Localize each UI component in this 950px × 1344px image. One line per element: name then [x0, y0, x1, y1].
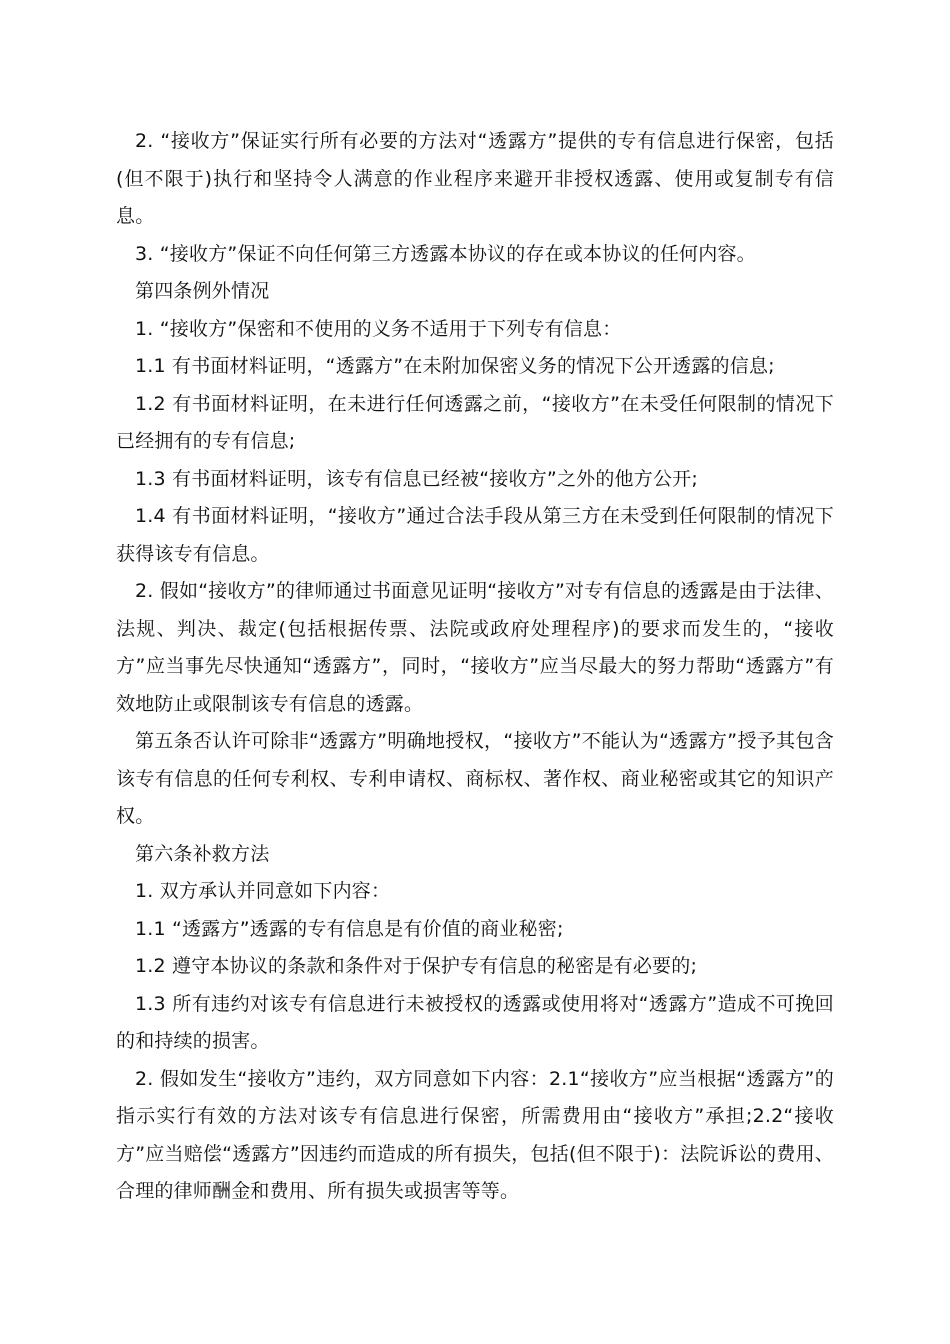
paragraph-6-1-1: 1.1 “透露方”透露的专有信息是有价值的商业秘密; [135, 917, 564, 940]
paragraph-6-1: 1. 双方承认并同意如下内容： [135, 880, 391, 902]
paragraph-4-1-1: 1.1 有书面材料证明，“透露方”在未附加保密义务的情况下公开透露的信息; [135, 355, 775, 377]
paragraph-4-1-2: 1.2 有书面材料证明，在未进行任何透露之前，“接收方”在未受任何限制的情况下已经拥有的专有信息; [116, 392, 834, 452]
paragraph-4-1-3: 1.3 有书面材料证明，该专有信息已经被“接收方”之外的他方公开; [135, 467, 698, 490]
paragraph-6-1-2: 1.2 遵守本协议的条款和条件对于保护专有信息的秘密是有必要的; [135, 955, 698, 977]
paragraph-6-2: 2. 假如发生“接收方”违约，双方同意如下内容：2.1“接收方”应当根据“透露方”的指示实行有效的方法对该专有信息进行保密，所需费用由“接收方”承担;2.2“接收方”应当赔偿“透露方”因违约而造成的所有损失，包括(但不限于)：法院诉讼的费用、合理的律师酬金和费用、所有损失或损害等等。 [116, 1067, 834, 1202]
document-body [116, 123, 834, 1211]
paragraph-3-non-disclosure-of-agreement: 3. “接收方”保证不向任何第三方透露本协议的存在或本协议的任何内容。 [135, 242, 756, 265]
article-5-paragraph: 第五条否认许可除非“透露方”明确地授权，“接收方”不能认为“透露方”授予其包含该专有信息的任何专利权、专利申请权、商标权、著作权、商业秘密或其它的知识产权。 [116, 730, 834, 827]
paragraph-6-1-3: 1.3 所有违约对该专有信息进行未被授权的透露或使用将对“透露方”造成不可挽回的和持续的损害。 [116, 992, 834, 1052]
article-6-heading: 第六条补救方法 [135, 842, 270, 865]
article-4-heading: 第四条例外情况 [135, 280, 270, 302]
paragraph-4-1-4: 1.4 有书面材料证明，“接收方”通过合法手段从第三方在未受到任何限制的情况下获得该专有信息。 [116, 505, 834, 565]
paragraph-4-1: 1. “接收方”保密和不使用的义务不适用于下列专有信息： [135, 317, 622, 340]
paragraph-2-confidentiality-measures: 2. “接收方”保证实行所有必要的方法对“透露方”提供的专有信息进行保密，包括(但不限于)执行和坚持令人满意的作业程序来避开非授权透露、使用或复制专有信息。 [116, 130, 834, 227]
paragraph-4-2: 2. 假如“接收方”的律师通过书面意见证明“接收方”对专有信息的透露是由于法律、法规、判决、裁定(包括根据传票、法院或政府处理程序)的要求而发生的，“接收方”应当事先尽快通知“透露方”，同时，“接收方”应当尽最大的努力帮助“透露方”有效地防止或限制该专有信息的透露。 [116, 580, 834, 715]
